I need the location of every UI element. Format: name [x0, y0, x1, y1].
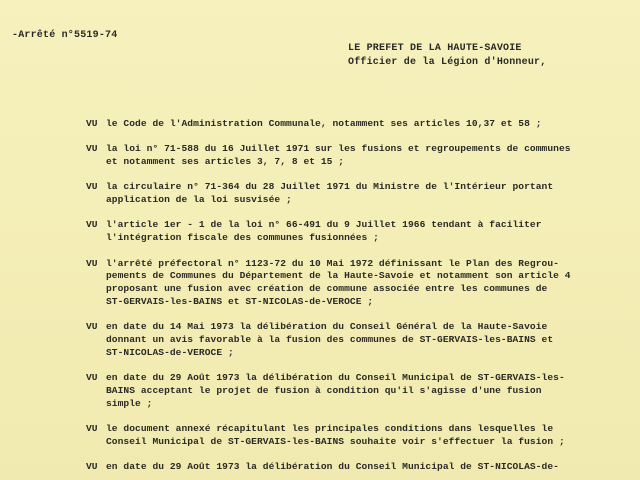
- paragraph-text: [106, 181, 634, 207]
- paragraph-text: [106, 258, 634, 309]
- vu-prefix: VU: [86, 423, 98, 435]
- vu-paragraph: [86, 372, 634, 410]
- vu-prefix: VU: [86, 372, 98, 384]
- decree-reference: -Arrêté n°5519-74: [12, 30, 118, 41]
- vu-paragraph: [86, 219, 634, 245]
- text-line: l'intégration fiscale des communes fusionnées ;: [106, 232, 379, 244]
- prefect-title: LE PREFET DE LA HAUTE-SAVOIE: [348, 43, 522, 54]
- text-line: et notamment ses articles 3, 7, 8 et 15 ;: [106, 156, 345, 168]
- text-line: en date du 29 Août 1973 la délibération du Conseil Municipal de ST-GERVAIS-les-: [106, 372, 565, 384]
- prefect-subtitle: Officier de la Légion d'Honneur,: [348, 57, 547, 68]
- vu-paragraph: [86, 321, 634, 359]
- paragraph-text: [106, 372, 634, 410]
- text-line: application de la loi susvisée ;: [106, 194, 292, 206]
- paragraph-text: [106, 321, 634, 359]
- vu-prefix: VU: [86, 181, 98, 193]
- text-line: proposant une fusion avec création de commune associée entre les communes de: [106, 283, 548, 295]
- paragraph-text: [106, 461, 634, 474]
- text-line: la circulaire n° 71-364 du 28 Juillet 1971 du Ministre de l'Intérieur portant: [106, 181, 554, 193]
- decree-body: [86, 118, 634, 480]
- paragraph-text: [106, 219, 634, 245]
- paragraph-text: [106, 423, 634, 449]
- text-line: l'arrêté préfectoral n° 1123-72 du 10 Mai 1972 définissant le Plan des Regrou-: [106, 257, 559, 269]
- vu-paragraph: [86, 118, 634, 131]
- text-line: en date du 14 Mai 1973 la délibération du Conseil Général de la Haute-Savoie: [106, 321, 548, 333]
- vu-paragraph: [86, 143, 634, 169]
- vu-prefix: VU: [86, 143, 98, 155]
- text-line: donnant un avis favorable à la fusion des communes de ST-GERVAIS-les-BAINS et: [106, 334, 554, 346]
- text-line: le document annexé récapitulant les principales conditions dans lesquelles le: [106, 423, 554, 435]
- vu-paragraph: [86, 181, 634, 207]
- text-line: Conseil Municipal de ST-GERVAIS-les-BAINS souhaite voir s'effectuer la fusion ;: [106, 435, 565, 447]
- vu-prefix: VU: [86, 219, 98, 231]
- text-line: la loi n° 71-588 du 16 Juillet 1971 sur les fusions et regroupements de communes: [106, 143, 571, 155]
- paragraph-text: [106, 118, 634, 131]
- prefect-heading: [348, 42, 546, 70]
- text-line: pements de Communes du Département de la Haute-Savoie et notamment son article 4: [106, 270, 571, 282]
- vu-prefix: VU: [86, 461, 98, 473]
- paragraph-text: [106, 143, 634, 169]
- vu-prefix: VU: [86, 321, 98, 333]
- text-line: en date du 29 Août 1973 la délibération du Conseil Municipal de ST-NICOLAS-de-: [106, 461, 559, 473]
- text-line: ST-GERVAIS-les-BAINS et ST-NICOLAS-de-VEROCE ;: [106, 295, 374, 307]
- text-line: BAINS acceptant le projet de fusion à condition qu'il s'agisse d'une fusion: [106, 384, 542, 396]
- vu-paragraph: [86, 461, 634, 474]
- vu-prefix: VU: [86, 257, 98, 269]
- vu-paragraph: [86, 258, 634, 309]
- vu-prefix: VU: [86, 118, 98, 129]
- vu-paragraph: [86, 423, 634, 449]
- text-line: l'article 1er - 1 de la loi n° 66-491 du 9 Juillet 1966 tendant à faciliter: [106, 219, 542, 231]
- text-line: ST-NICOLAS-de-VEROCE ;: [106, 346, 234, 358]
- text-line: le Code de l'Administration Communale, notamment ses articles 10,37 et 58 ;: [106, 118, 542, 129]
- text-line: simple ;: [106, 397, 153, 409]
